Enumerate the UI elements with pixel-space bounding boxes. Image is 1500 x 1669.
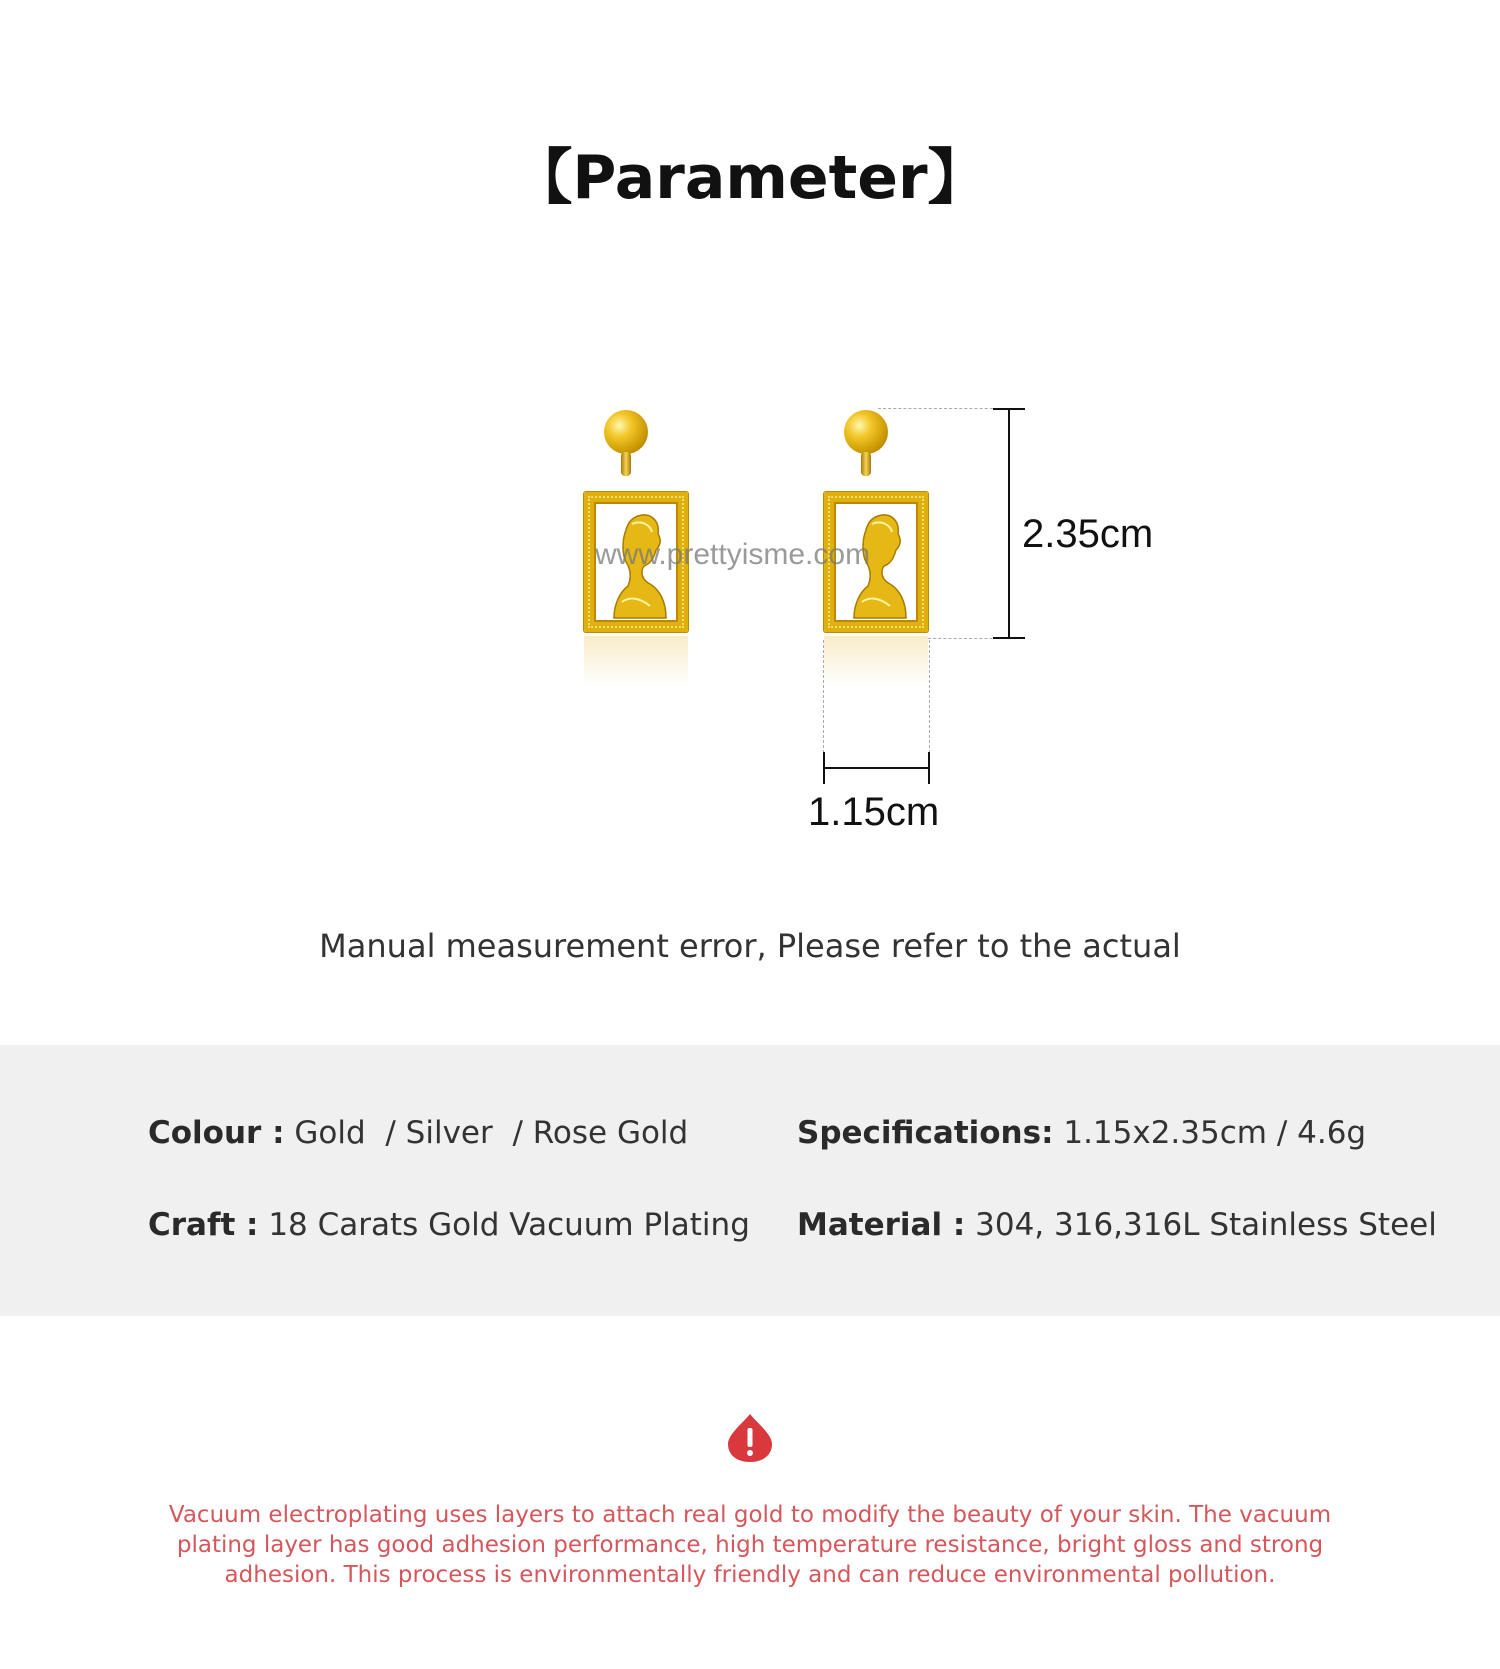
stud-ball — [844, 410, 888, 454]
width-guide-left — [823, 640, 824, 758]
spec-material-value: 304, 316,316L Stainless Steel — [975, 1207, 1437, 1243]
spec-craft — [148, 1207, 750, 1243]
width-tick-left — [823, 752, 825, 784]
alert-icon — [726, 1412, 774, 1464]
plating-warning-text: Vacuum electroplating uses layers to attach real gold to modify the beauty of your skin. The vacuum plating layer has good adhesion performance, high temperature resistance, bright gloss and strong adhesion. This process is environmentally friendly and can reduce environmental pollution. — [168, 1502, 1332, 1588]
height-tick-bottom — [993, 637, 1025, 639]
height-tick-top — [993, 408, 1025, 410]
height-dimension-line — [1008, 408, 1010, 639]
spec-craft-value: 18 Carats Gold Vacuum Plating — [268, 1207, 750, 1243]
earring-link — [621, 452, 631, 476]
spec-material-key: Material : — [797, 1207, 966, 1243]
spec-colour-key: Colour : — [148, 1115, 285, 1151]
spec-specifications-key: Specifications: — [797, 1115, 1054, 1151]
spec-specifications-value: 1.15x2.35cm / 4.6g — [1063, 1115, 1367, 1151]
height-label: 2.35cm — [1022, 512, 1154, 556]
height-guide-top — [878, 408, 1008, 409]
earring-link — [861, 452, 871, 476]
spec-colour-value: Gold / Silver / Rose Gold — [294, 1115, 689, 1151]
width-label: 1.15cm — [808, 790, 940, 834]
earring-reflection — [824, 636, 928, 686]
spec-colour — [148, 1115, 688, 1151]
spec-panel — [0, 1045, 1500, 1316]
spec-craft-key: Craft : — [148, 1207, 259, 1243]
stud-ball — [604, 410, 648, 454]
earring-reflection — [584, 636, 688, 686]
width-dimension-line — [823, 767, 930, 769]
spec-specifications — [797, 1115, 1366, 1151]
width-tick-right — [928, 752, 930, 784]
spec-material — [797, 1207, 1437, 1243]
watermark: www.prettyisme.com — [595, 538, 871, 571]
measurement-note: Manual measurement error, Please refer to the actual — [319, 927, 1181, 965]
page-title: 【Parameter】 — [512, 143, 988, 213]
width-guide-right — [929, 640, 930, 758]
